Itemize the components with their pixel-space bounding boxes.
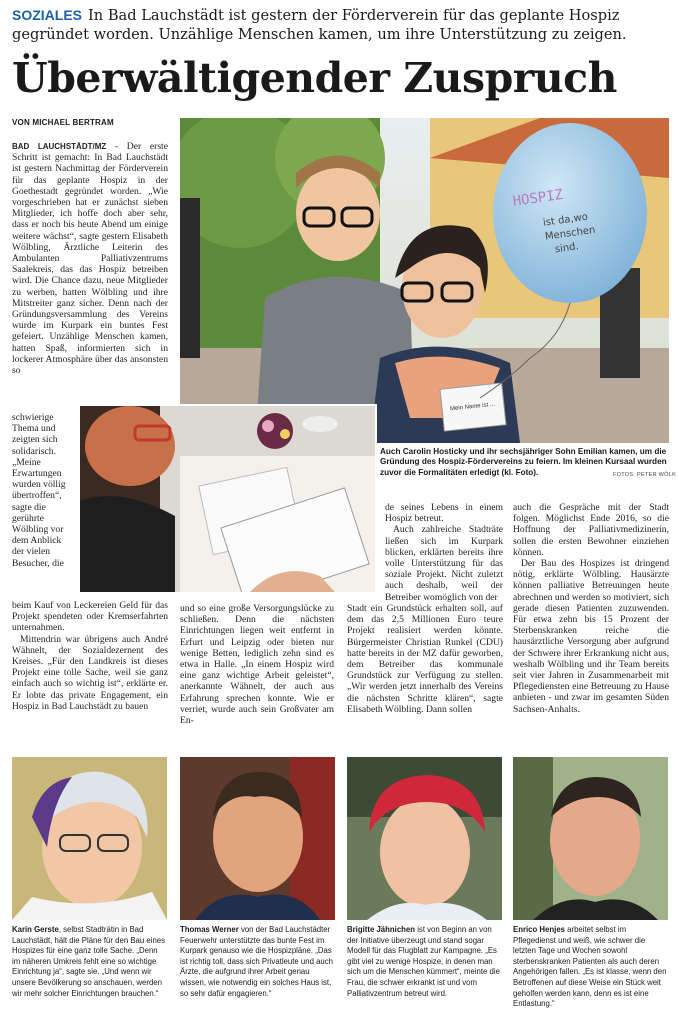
portrait-name-3: Brigitte Jähnichen <box>347 925 416 934</box>
dateline: BAD LAUCHSTÄDT/MZ <box>12 142 107 151</box>
photo-credit: FOTOS: PETER WÖLK <box>613 472 677 478</box>
col3-wide: Stadt ein Grundstück erhalten soll, auf dem das 2,5 Millionen Euro teure Projekt realisiert werden könnte. Bürgermeister Christian Runkel (CDU) hatte bereits in der MZ dafür geworben, dem Betreiber das kommunale Grundstück zur Verfügung zu stellen. „Wir werden jetzt innerhalb des Vereins die nächsten Schritte klären“, sagte Elisabeth Wölbling. Dann sollen <box>347 603 503 715</box>
portrait-name-2: Thomas Werner <box>180 925 239 934</box>
kicker <box>12 6 672 44</box>
column-4 <box>513 502 669 715</box>
col4-paragraph-2: Der Bau des Hospizes ist dringend nötig, erklärte Wölbling. Hausärzte können palliative Betreuungen heute abrechnen und werden so motiviert, sich gerade diesen Patienten zuzuwenden. Für etwa zehn bis 15 Prozent der Sterbenskranken reiche die hausärztliche Versorgung aber aufgrund der Schwere ihrer Erkrankung nicht aus, weshalb Wölbling und ihr Team bereits seit vier Jahren in Zusammenarbeit mit Pflegediensten eine Betreuung zu Hause anbieten - und zwar im gesamten Süden Sachsen-Anhalts. <box>513 558 669 715</box>
column-1-top <box>12 141 168 376</box>
kicker-text: In Bad Lauchstädt ist gestern der Förderverein für das geplante Hospiz gegründet worden. Unzählige Menschen kamen, um ihre Unterstützung zu zeigen. <box>12 7 627 43</box>
rubric: SOZIALES <box>12 7 83 23</box>
portrait-text-3: ist von Beginn an von der Initiative überzeugt und stand sogar Modell für das Flugblatt zur Kampagne. „Es gibt viel zu wenige Hospize, in denen man sich um die Menschen kümmert“, meinte die Frau, die schwer erkrankt ist und vom Palliativzentrum betreut wird. <box>347 925 500 998</box>
portrait-caption-1 <box>12 925 167 999</box>
portrait-text-2: von der Bad Lauchstädter Feuerwehr unterstützte das bunte Fest im Kurpark genauso wie die Hospizpläne. „Das ist richtig toll, dass sich Privatleute und auch Ärzte, die aufgrund ihrer Arbeit genau wissen, wie notwendig ein solches Haus ist, so sehr dafür engagieren.“ <box>180 925 333 998</box>
col2-text: und so eine große Versorgungslücke zu schließen. Denn die nächsten Einrichtungen liegen weit entfernt in Erfurt und Leipzig oder bieten nur wenige Betten, lediglich zehn sind es etwa in Halle. „In einem Hospiz wird eine ganz wichtige Arbeit geleistet“, anerkannte Wähnelt, der auch aus Erfahrung sprechen konnte. Wie er verriet, wurde auch sein Großvater am En- <box>180 603 334 727</box>
col1-paragraph-2: Mittendrin war übrigens auch André Wähnelt, der Sozialdezernent des Kreises. „Für den Landkreis ist dieses Projekt eine tolle Sache, weil sie ganz einfach auch so wichtig ist“, erklärte er. Er lobte das private Engagement, ein Hospiz in Bad Lauchstädt zu bauen <box>12 633 168 712</box>
balloon-text-2: ist da,wo <box>542 211 589 229</box>
col1-narrow-text: schwierige Thema und zeigten sich solidarisch. „Meine Erwartungen wurden völlig übertroffen“, sagte die gerührte Wölbling vor dem Anblick der vielen Besucher, die <box>12 412 66 569</box>
balloon-text-4: sind. <box>554 241 580 256</box>
portrait-karin-gerste <box>12 757 167 920</box>
portrait-name-1: Karin Gerste <box>12 925 59 934</box>
portrait-name-4: Enrico Henjes <box>513 925 565 934</box>
balloon-text-1: HOSPIZ <box>511 186 565 210</box>
col1-paragraph-1: - Der erste Schritt ist gemacht: In Bad Lauchstädt ist gestern Nachmittag der Förderverein für das geplante Hospiz in der Goethestadt gegründet worden. „Wie vorgeschrieben hat er zunächst sieben Mitglieder, ich hoffe doch aber sehr, dass er noch bis heute Abend um einige weitere wächst“, sagte gestern Elisabeth Wölbling, Ärztliche Leiterin des Ambulanten Palliativzentrums Saalekreis, das das Hospiz betreiben wird. Die Chance dazu, neue Mitglieder zu werben, hatten Wölbling und ihre Mitstreiter ganz sicher. Denn nach der Gründungsversammlung des Vereins wurde im Kurpark ein buntes Fest gefeiert. Unzählige Menschen kamen, hatten Spaß, informierten sich in lockerer Atmosphäre über das ansonsten so <box>12 141 168 377</box>
portrait-caption-3 <box>347 925 502 999</box>
column-1-bottom <box>12 600 168 712</box>
portrait-brigitte-jaehnichen <box>347 757 502 920</box>
column-3-bottom <box>347 603 503 715</box>
inset-photo <box>78 404 377 594</box>
photo-caption: Auch Carolin Hosticky und ihr sechsjähriger Sohn Emilian kamen, um die Gründung des Hospiz-Fördervereins zu feiern. Im kleinen Kursaal wurden zuvor die Formalitäten erledigt (kl. Foto). <box>380 447 667 477</box>
headline: Überwältigender Zuspruch <box>12 54 617 102</box>
portrait-caption-2 <box>180 925 335 999</box>
column-3-top <box>385 502 503 603</box>
column-1-narrow <box>12 412 74 569</box>
portrait-caption-4 <box>513 925 668 1010</box>
portrait-thomas-werner <box>180 757 335 920</box>
col3-paragraph-2: Auch zahlreiche Stadträte ließen sich im Kurpark blicken, erklärten bereits ihre volle Unterstützung für das soziale Projekt. Nicht zuletzt auch deshalb, weil der Betreiber womöglich von der <box>385 524 503 603</box>
name-badge-text: Mein Name ist ... <box>449 401 496 413</box>
portrait-text-4: arbeitet selbst im Pflegedienst und weiß, wie schwer die letzten Tage und Wochen sowohl sterbenskranken Patienten als auch deren Angehörigen fallen. „Es ist klasse, wenn den Betroffenen auf diese Weise ein Stück weit geholfen werden kann, denn es ist eine Entlastung.“ <box>513 925 667 1009</box>
column-2 <box>180 603 334 726</box>
portrait-text-1: , selbst Stadträtin in Bad Lauchstädt, hält die Pläne für den Bau eines Hospizes für eine ganz tolle Sache. „Denn im näheren Umkreis fehlt eine so wichtige Einrichtung ja“, sagte sie. „Und wenn wir unsere Bevölkerung so anschauen, werden wir mehr solcher Einrichtungen brauchen.“ <box>12 925 166 998</box>
balloon-text-3: Menschen <box>544 224 597 243</box>
col3-top: de seines Lebens in einem Hospiz betreut. <box>385 502 503 525</box>
col1-paragraph-1-end: beim Kauf von Leckereien Geld für das Projekt spendeten oder Kremserfahrten unternahmen. <box>12 600 168 634</box>
col4-paragraph-1: auch die Gespräche mit der Stadt folgen. Möglichst Ende 2016, so die Hoffnung der Palliativmedizinerin, sollen die ersten Bewohner einziehen können. <box>513 502 669 558</box>
main-photo <box>180 118 669 443</box>
byline: VON MICHAEL BERTRAM <box>12 118 114 127</box>
portrait-enrico-henjes <box>513 757 668 920</box>
